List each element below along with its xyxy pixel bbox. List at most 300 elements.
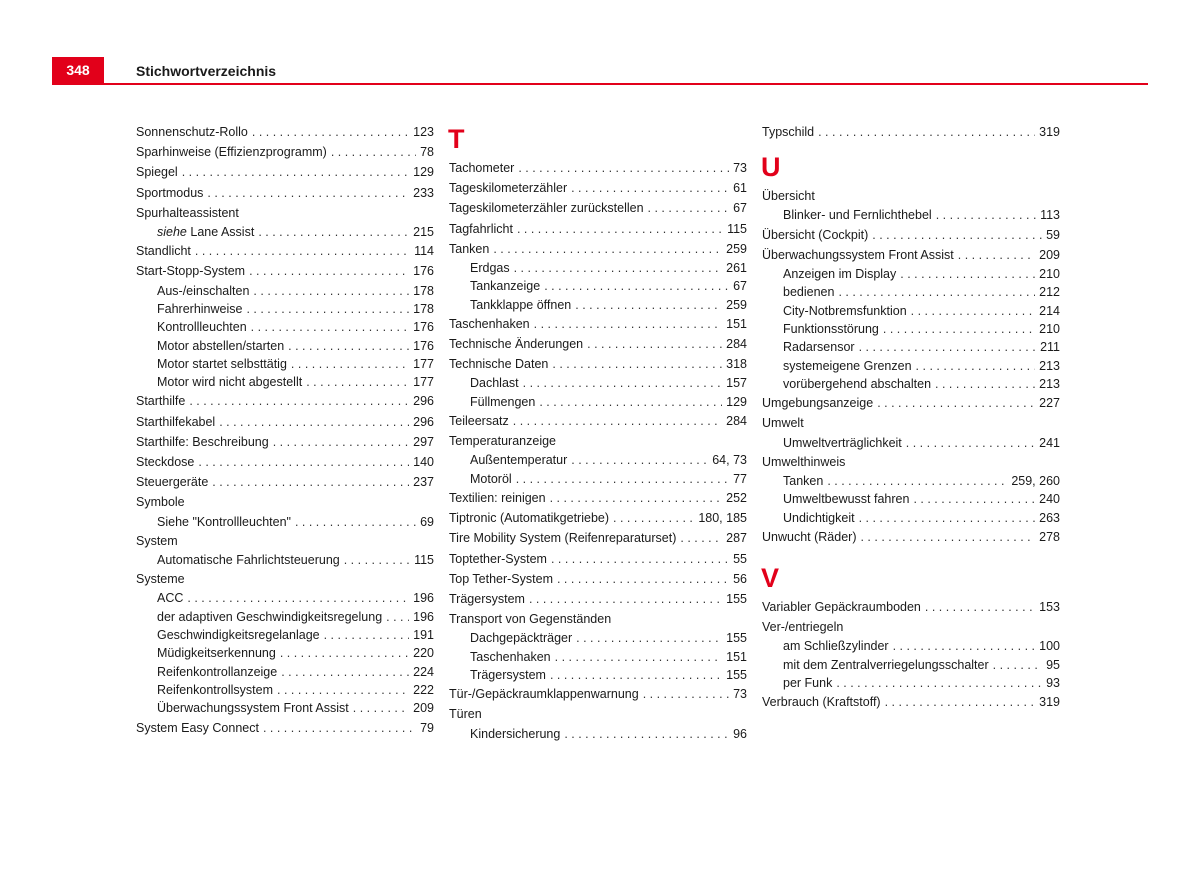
leader-dots: [353, 699, 409, 717]
page-reference: 123: [413, 125, 434, 139]
leader-dots: [516, 470, 729, 488]
entry-label: [157, 318, 247, 336]
page-reference: 196: [413, 609, 434, 624]
entry-label: [470, 725, 560, 743]
index-entry: [136, 452, 434, 472]
index-entry: [762, 527, 1060, 547]
index-subentry: [762, 490, 1060, 508]
index-entry: [762, 597, 1060, 617]
entry-label: [762, 245, 954, 265]
page-reference: 224: [413, 664, 434, 679]
entry-label: [136, 412, 215, 432]
page-reference: 241: [1039, 435, 1060, 450]
index-subentry: [762, 320, 1060, 338]
index-subentry: [136, 513, 434, 531]
leader-dots: [187, 589, 409, 607]
entry-text: Textilien: reinigen: [449, 490, 546, 505]
entry-text: Starthilfekabel: [136, 414, 216, 429]
page-reference: 55: [733, 551, 747, 566]
index-entry: [136, 162, 434, 182]
leader-dots: [883, 320, 1035, 338]
entry-label: [783, 674, 832, 692]
index-heading: Temperaturanzeige: [449, 434, 557, 449]
leader-dots: [544, 277, 729, 295]
page-reference: 227: [1039, 396, 1060, 411]
entry-label: [157, 223, 254, 241]
index-entry: [449, 314, 747, 334]
leader-dots: [182, 162, 409, 182]
leader-dots: [324, 626, 410, 644]
entry-label: [449, 354, 548, 374]
index-subentry: [136, 551, 434, 569]
page-reference: 129: [413, 165, 434, 180]
entry-label: [157, 663, 277, 681]
entry-label: [470, 277, 540, 295]
page-reference: 155: [726, 591, 747, 606]
leader-dots: [291, 355, 409, 373]
index-entry: [449, 508, 747, 528]
leader-dots: [575, 296, 722, 314]
index-subentry: [762, 472, 1060, 490]
entry-text: Starthilfe: [136, 394, 186, 409]
leader-dots: [331, 142, 416, 162]
leader-dots: [564, 725, 729, 743]
index-entry: [136, 241, 434, 261]
leader-dots: [913, 490, 1035, 508]
leader-dots: [344, 551, 410, 569]
index-heading: Ver-/entriegeln: [762, 620, 844, 635]
entry-label: [449, 198, 644, 218]
index-subentry: [762, 206, 1060, 224]
page-reference: 210: [1039, 321, 1060, 336]
index-subentry: [762, 375, 1060, 393]
entry-text: per Funk: [783, 676, 833, 691]
index-entry: [449, 219, 747, 239]
leader-dots: [246, 300, 409, 318]
entry-text: Tür-/Gepäckraumklappenwarnung: [449, 687, 639, 702]
entry-text: Tachometer: [449, 161, 515, 175]
entry-label: [470, 451, 567, 469]
index-entry: [762, 393, 1060, 413]
page-reference: 77: [733, 471, 747, 486]
entry-text: Umgebungsanzeige: [762, 396, 874, 411]
entry-text: Tiptronic (Automatikgetriebe): [449, 511, 610, 526]
entry-text: Tageskilometerzähler zurückstellen: [449, 201, 644, 216]
page-reference: 178: [413, 283, 434, 298]
index-column-2: [449, 124, 747, 743]
index-entry: [449, 334, 747, 354]
index-subentry: [136, 223, 434, 241]
page-reference: 296: [413, 414, 434, 429]
entry-text: Tire Mobility System (Reifenreparaturset): [449, 531, 677, 546]
leader-dots: [818, 122, 1035, 142]
entry-label: [136, 162, 178, 182]
entry-label: [157, 589, 183, 607]
index-entry: [449, 178, 747, 198]
entry-text: bedienen: [783, 285, 835, 300]
entry-label: [470, 259, 510, 277]
entry-label: [783, 656, 989, 674]
entry-text: System Easy Connect: [136, 720, 259, 735]
leader-dots: [534, 314, 723, 334]
page-reference: 284: [726, 413, 747, 428]
leader-dots: [993, 656, 1042, 674]
leader-dots: [263, 718, 416, 738]
entry-text: Geschwindigkeitsregelanlage: [157, 628, 320, 643]
entry-text: Kontrollleuchten: [157, 320, 247, 335]
leader-dots: [836, 674, 1042, 692]
entry-label: [157, 608, 382, 626]
entry-text: Top Tether-System: [449, 571, 553, 586]
entry-label: [157, 373, 302, 391]
entry-label: [449, 411, 509, 431]
header-rule: [52, 83, 1148, 85]
index-entry: [136, 718, 434, 738]
index-heading: Türen: [449, 707, 482, 722]
page-reference: 115: [727, 221, 747, 236]
page-reference: 214: [1039, 303, 1060, 318]
leader-dots: [859, 509, 1036, 527]
entry-label: [762, 225, 868, 245]
index-entry: [762, 692, 1060, 712]
leader-dots: [860, 527, 1035, 547]
leader-dots: [893, 637, 1036, 655]
entry-label: [783, 206, 932, 224]
index-subentry: [136, 589, 434, 607]
page-reference: 69: [420, 514, 434, 529]
page-reference: 113: [1040, 208, 1060, 223]
entry-text: Aus-/einschalten: [157, 283, 250, 298]
leader-dots: [251, 318, 409, 336]
page-reference: 297: [413, 434, 434, 449]
entry-label: [783, 302, 907, 320]
index-entry: [449, 411, 747, 431]
index-entry: [136, 412, 434, 432]
page-reference: 67: [733, 279, 747, 294]
page-reference: 287: [726, 531, 747, 546]
entry-label: [783, 357, 912, 375]
index-heading: Systeme: [136, 572, 185, 587]
leader-dots: [555, 648, 723, 666]
index-subentry: [762, 637, 1060, 655]
index-subentry: [449, 296, 747, 314]
leader-dots: [258, 223, 409, 241]
index-subentry: [136, 318, 434, 336]
entry-label: [470, 629, 572, 647]
index-heading: System: [136, 533, 178, 548]
page-reference: 220: [413, 646, 434, 661]
leader-dots: [576, 629, 722, 647]
entry-label: [136, 472, 208, 492]
entry-text: Variabler Gepäckraumboden: [762, 600, 921, 615]
index-subentry: [136, 373, 434, 391]
entry-label: [470, 374, 519, 392]
leader-dots: [571, 178, 729, 198]
index-subentry: [449, 629, 747, 647]
entry-label: [136, 432, 269, 452]
entry-text: Steuergeräte: [136, 475, 209, 490]
entry-label: [157, 644, 276, 662]
page-reference: 96: [733, 726, 747, 741]
entry-text: Dachlast: [470, 376, 519, 391]
entry-label: [136, 142, 327, 162]
index-heading: Umwelt: [762, 416, 804, 431]
entry-text: Verbrauch (Kraftstoff): [762, 695, 881, 710]
entry-label: [470, 470, 512, 488]
index-entry: [136, 183, 434, 203]
entry-text: Trägersystem: [470, 667, 546, 682]
entry-text: Tankanzeige: [470, 279, 541, 294]
page-reference: 140: [413, 454, 434, 469]
entry-text: Müdigkeitserkennung: [157, 646, 276, 661]
page-reference: 318: [726, 357, 747, 372]
entry-text: Undichtigkeit: [783, 510, 855, 525]
page-reference: 296: [413, 394, 434, 409]
section-title: Stichwortverzeichnis: [136, 63, 277, 79]
entry-label: [470, 393, 535, 411]
leader-dots: [571, 451, 708, 469]
entry-label: [470, 296, 571, 314]
entry-label: [762, 692, 881, 712]
page-reference: 191: [413, 628, 434, 643]
entry-text: Reifenkontrollsystem: [157, 682, 274, 697]
page-reference: 210: [1039, 267, 1060, 282]
index-subentry: [762, 674, 1060, 692]
index-subentry: [136, 337, 434, 355]
page-reference: 177: [413, 375, 434, 390]
index-subentry: [136, 699, 434, 717]
page-reference: 259: [726, 297, 747, 312]
entry-text: Tankklappe öffnen: [470, 297, 572, 312]
entry-label: [136, 391, 185, 411]
leader-dots: [911, 302, 1035, 320]
index-heading: Symbole: [136, 495, 185, 510]
page-reference: 153: [1039, 600, 1060, 615]
index-subentry: [762, 434, 1060, 452]
entry-text: Motor abstellen/starten: [157, 338, 285, 353]
index-subentry: [449, 666, 747, 684]
index-entry: [449, 239, 747, 259]
entry-label: [783, 265, 896, 283]
entry-text: Start-Stopp-System: [136, 264, 246, 279]
page-reference: 176: [413, 338, 434, 353]
entry-label: [449, 549, 547, 569]
index-column-3: [762, 122, 1060, 713]
entry-text: Toptether-System: [449, 551, 547, 566]
page-reference: 95: [1046, 657, 1060, 672]
index-entry: [449, 488, 747, 508]
leader-dots: [252, 122, 409, 142]
entry-label: [136, 183, 203, 203]
leader-dots: [529, 589, 722, 609]
leader-dots: [550, 666, 722, 684]
entry-label: [157, 300, 242, 318]
page-reference: 259: [726, 241, 747, 256]
page-reference: 233: [413, 185, 434, 200]
leader-dots: [935, 375, 1035, 393]
index-entry: [449, 354, 747, 374]
index-entry: [762, 122, 1060, 142]
entry-text: Tagfahrlicht: [449, 221, 513, 236]
index-letter-heading: T: [448, 124, 465, 154]
index-entry: [136, 391, 434, 411]
entry-text: systemeigene Grenzen: [783, 358, 912, 373]
leader-dots: [551, 549, 729, 569]
index-subentry: [449, 648, 747, 666]
entry-prefix: siehe: [157, 224, 187, 239]
page-reference: 222: [413, 682, 434, 697]
page-reference: 237: [413, 475, 434, 490]
page-reference: 178: [413, 301, 434, 316]
index-subentry: [136, 608, 434, 626]
page-reference: 263: [1039, 510, 1060, 525]
index-subentry: [762, 509, 1060, 527]
index-subentry: [449, 259, 747, 277]
index-entry: [449, 569, 747, 589]
entry-text: Reifenkontrollanzeige: [157, 664, 278, 679]
index-entry: [449, 198, 747, 218]
page-reference: 64, 73: [712, 453, 747, 468]
entry-label: [136, 261, 245, 281]
entry-text: Sparhinweise (Effizienzprogramm): [136, 145, 327, 160]
entry-text: Taschenhaken: [470, 649, 551, 664]
entry-label: [470, 666, 546, 684]
leader-dots: [280, 644, 409, 662]
entry-label: [449, 314, 530, 334]
leader-dots: [958, 245, 1035, 265]
entry-label: [157, 282, 249, 300]
index-subentry: [136, 644, 434, 662]
entry-label: [783, 637, 889, 655]
entry-label: [783, 490, 909, 508]
entry-text: Teileersatz: [449, 413, 509, 428]
entry-text: Tageskilometerzähler: [449, 181, 568, 196]
entry-label: [783, 338, 855, 356]
entry-text: Unwucht (Räder): [762, 529, 857, 544]
entry-label: [449, 508, 609, 528]
page-reference: 319: [1039, 695, 1060, 710]
entry-label: [783, 472, 823, 490]
entry-text: Dachgepäckträger: [470, 631, 573, 646]
entry-text: Umweltbewusst fahren: [783, 492, 910, 507]
index-entry: [762, 225, 1060, 245]
entry-label: [449, 334, 583, 354]
leader-dots: [680, 528, 722, 548]
entry-text: Automatische Fahrlichtsteuerung: [157, 553, 340, 567]
page-reference: 67: [733, 201, 747, 216]
page-reference: 209: [413, 701, 434, 716]
leader-dots: [838, 283, 1035, 301]
entry-text: Starthilfe: Beschreibung: [136, 434, 269, 449]
leader-dots: [859, 338, 1036, 356]
entry-text: Steckdose: [136, 454, 195, 469]
page-reference: 114: [414, 244, 434, 259]
leader-dots: [872, 225, 1042, 245]
entry-text: vorübergehend abschalten: [783, 376, 932, 391]
leader-dots: [513, 411, 722, 431]
page-reference: 278: [1039, 529, 1060, 544]
index-subentry: [762, 338, 1060, 356]
entry-text: Lane Assist: [190, 224, 255, 239]
page-reference: 212: [1039, 285, 1060, 300]
leader-dots: [539, 393, 722, 411]
entry-label: [449, 569, 553, 589]
leader-dots: [288, 337, 409, 355]
entry-text: Technische Änderungen: [449, 337, 584, 352]
page-reference: 177: [413, 356, 434, 371]
entry-text: Standlicht: [136, 244, 191, 259]
entry-label: [157, 513, 291, 531]
entry-label: [449, 589, 525, 609]
entry-text: Trägersystem: [449, 591, 525, 606]
entry-text: Überwachungssystem Front Assist: [157, 701, 349, 716]
entry-text: Motoröl: [470, 471, 512, 486]
index-heading: Spurhalteassistent: [136, 205, 239, 220]
entry-text: ACC: [157, 591, 184, 606]
page-reference: 115: [414, 553, 434, 567]
index-subentry: [449, 374, 747, 392]
page-reference: 319: [1039, 125, 1060, 139]
index-entry: [449, 528, 747, 548]
leader-dots: [219, 412, 409, 432]
page-reference: 157: [726, 376, 747, 391]
entry-text: Motor wird nicht abgestellt: [157, 375, 303, 390]
entry-label: [157, 551, 340, 569]
page-reference: 261: [726, 260, 747, 275]
entry-label: [136, 718, 259, 738]
index-entry: [136, 142, 434, 162]
entry-label: [449, 158, 514, 178]
index-letter-heading: U: [761, 152, 781, 183]
entry-text: Übersicht (Cockpit): [762, 227, 869, 242]
leader-dots: [514, 259, 723, 277]
leader-dots: [877, 393, 1035, 413]
leader-dots: [550, 488, 723, 508]
index-subentry: [449, 393, 747, 411]
index-subentry: [136, 355, 434, 373]
index-entry: [136, 261, 434, 281]
entry-text: am Schließzylinder: [783, 639, 889, 654]
entry-label: [783, 509, 855, 527]
index-subentry: [449, 725, 747, 743]
leader-dots: [906, 434, 1035, 452]
page-reference: 196: [413, 591, 434, 606]
page-reference: 176: [413, 264, 434, 279]
entry-label: [157, 699, 349, 717]
index-entry: [449, 589, 747, 609]
leader-dots: [557, 569, 729, 589]
page-reference: 100: [1039, 639, 1060, 654]
entry-label: [157, 681, 273, 699]
entry-text: Tanken: [449, 241, 490, 256]
entry-text: Erdgas: [470, 260, 510, 275]
entry-text: Siehe "Kontrollleuchten": [157, 514, 291, 529]
page-reference: 93: [1046, 676, 1060, 691]
index-heading: Übersicht: [762, 189, 815, 204]
page-reference: 78: [420, 145, 434, 160]
entry-text: Radarsensor: [783, 340, 855, 355]
entry-label: [136, 452, 194, 472]
entry-text: Füllmengen: [470, 394, 536, 409]
entry-label: [783, 375, 931, 393]
index-subentry: [762, 357, 1060, 375]
page-reference: 73: [733, 161, 747, 175]
leader-dots: [212, 472, 409, 492]
index-entry: [762, 245, 1060, 265]
page-number: 348: [52, 57, 104, 83]
leader-dots: [198, 452, 409, 472]
leader-dots: [253, 282, 409, 300]
